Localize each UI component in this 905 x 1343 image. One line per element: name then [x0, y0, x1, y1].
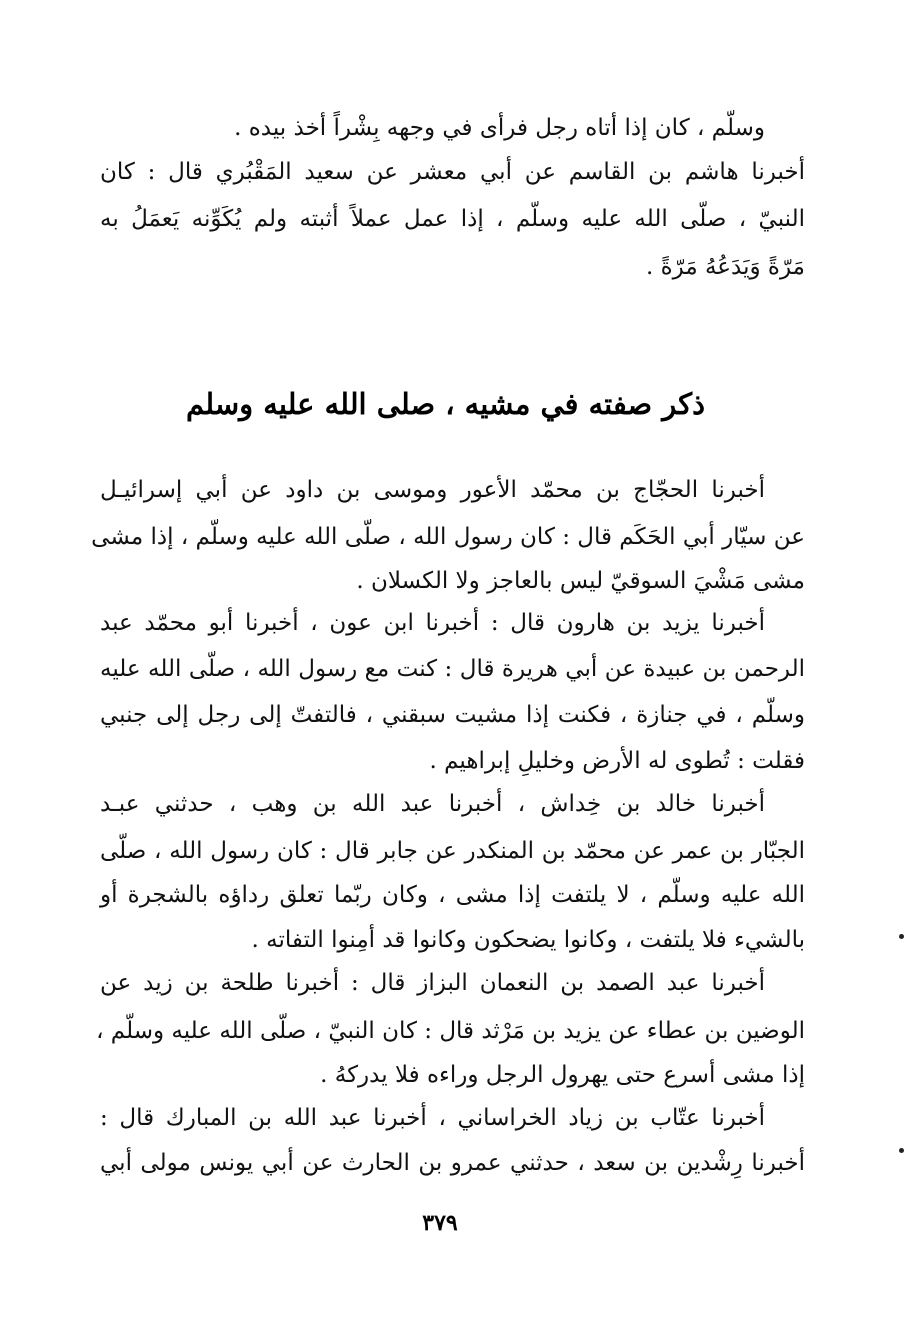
text-line: بالشيء فلا يلتفت ، وكانوا يضحكون وكانوا قد أمِنوا التفاته . [251, 927, 805, 953]
text-line: أخبرنا خالد بن خِداش ، أخبرنا عبد الله بن وهب ، حدثني عبـد [100, 791, 765, 817]
margin-mark [899, 934, 904, 939]
text-line: أخبرنا عبد الصمد بن النعمان البزاز قال : أخبرنا طلحة بن زيد عن [100, 970, 765, 996]
text-line: الرحمن بن عبيدة عن أبي هريرة قال : كنت مع رسول الله ، صلّى الله عليه [100, 656, 805, 682]
text-line: وسلّم ، في جنازة ، فكنت إذا مشيت سبقني ، فالتفتّ إلى رجل إلى جنبي [100, 702, 805, 728]
text-line: أخبرنا رِشْدين بن سعد ، حدثني عمرو بن الحارث عن أبي يونس مولى أبي [100, 1150, 805, 1176]
text-line: الجبّار بن عمر عن محمّد بن المنكدر عن جابر قال : كان رسول الله ، صلّى [100, 838, 805, 864]
text-line: النبيّ ، صلّى الله عليه وسلّم ، إذا عمل عملاً أثبته ولم يُكَوِّنه يَعمَلُ به [100, 206, 805, 232]
text-line: الوضين بن عطاء عن يزيد بن مَرْثد قال : كان النبيّ ، صلّى الله عليه وسلّم ، [96, 1018, 805, 1044]
text-line: أخبرنا عتّاب بن زياد الخراساني ، أخبرنا عبد الله بن المبارك قال : [100, 1105, 765, 1131]
section-title: ذكر صفته في مشيه ، صلى الله عليه وسلم [185, 387, 705, 421]
text-line: مشى مَشْيَ السوقيّ ليس بالعاجز ولا الكسلان . [356, 568, 805, 594]
text-line: أخبرنا الحجّاج بن محمّد الأعور وموسى بن داود عن أبي إسرائيـل [100, 477, 765, 503]
text-line: الله عليه وسلّم ، لا يلتفت إذا مشى ، وكان ربّما تعلق رداؤه بالشجرة أو [100, 882, 805, 908]
text-line: أخبرنا يزيد بن هارون قال : أخبرنا ابن عون ، أخبرنا أبو محمّد عبد [100, 610, 765, 636]
text-line: فقلت : تُطوى له الأرض وخليلِ إبراهيم . [429, 748, 805, 774]
text-line: عن سيّار أبي الحَكَم قال : كان رسول الله ، صلّى الله عليه وسلّم ، إذا مشى [91, 524, 805, 550]
page-number: ٣٧٩ [422, 1210, 458, 1236]
text-line: أخبرنا هاشم بن القاسم عن أبي معشر عن سعيد المَقْبُري قال : كان [100, 159, 805, 185]
text-line: إذا مشى أسرع حتى يهرول الرجل وراءه فلا يدركهُ . [320, 1062, 805, 1088]
margin-mark [899, 1148, 904, 1153]
text-line: مَرّةً وَيَدَعُهُ مَرّةً . [645, 254, 805, 280]
text-line: وسلّم ، كان إذا أتاه رجل فرأى في وجهه بِشْراً أخذ بيده . [234, 115, 765, 141]
